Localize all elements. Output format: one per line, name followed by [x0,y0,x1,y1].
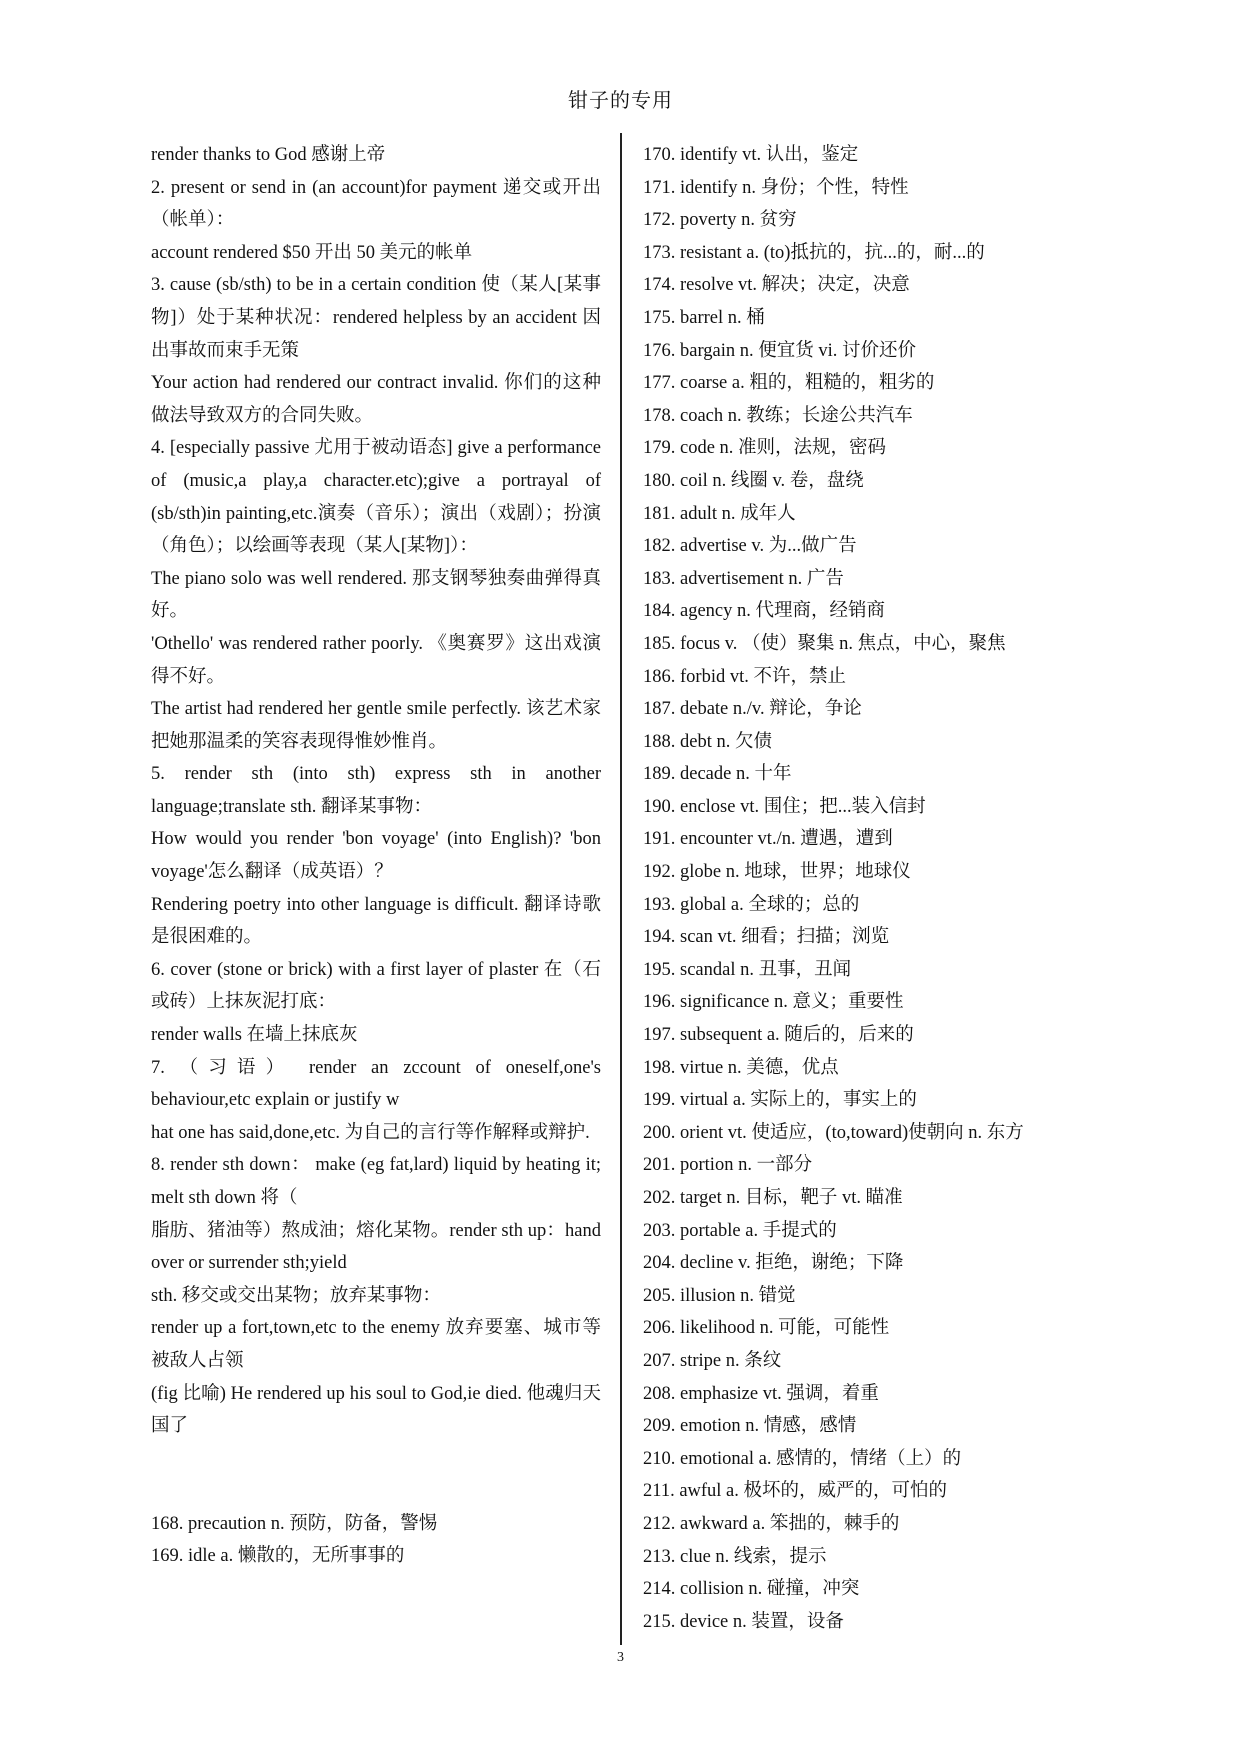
vocab-entry: 196. significance n. 意义；重要性 [643,992,904,1013]
paragraph: render walls 在墙上抹底灰 [151,1025,358,1046]
vocab-entry: 187. debate n./v. 辩论，争论 [643,699,862,720]
paragraph: 5. render sth (into sth) express sth in another language;translate sth. 翻译某事物： [151,764,601,817]
paragraph: Your action had rendered our contract invalid. 你们的这种做法导致双方的合同失败。 [151,373,601,426]
vocab-entry: 186. forbid vt. 不许，禁止 [643,666,846,687]
column-divider [620,133,622,1645]
vocab-entry: 179. code n. 准则，法规，密码 [643,438,887,459]
vocab-entry: 202. target n. 目标，靶子 vt. 瞄准 [643,1188,903,1208]
page-header: 钳子的专用 [568,90,673,112]
vocab-entry: 182. advertise v. 为...做广告 [643,536,857,557]
paragraph: (fig 比喻) He rendered up his soul to God,ie died. 他魂归天国了 [151,1383,601,1437]
paragraph: 'Othello' was rendered rather poorly. 《奥赛罗》这出戏演得不好。 [151,633,601,687]
vocab-entry: 204. decline v. 拒绝，谢绝；下降 [643,1253,904,1274]
vocab-entry: 180. coil n. 线圈 v. 卷，盘绕 [643,470,864,491]
vocab-entry: 183. advertisement n. 广告 [643,568,844,589]
vocab-entry: 171. identify n. 身份；个性，特性 [643,177,909,198]
blank-space [151,1443,601,1508]
paragraph: hat one has said,done,etc. 为自己的言行等作解释或辩护. [151,1122,590,1143]
vocab-entry: 205. illusion n. 错觉 [643,1285,796,1306]
vocab-entry: 188. debt n. 欠债 [643,731,772,752]
vocab-entry: 169. idle a. 懒散的，无所事事的 [151,1546,405,1567]
paragraph: render thanks to God 感谢上帝 [151,145,386,165]
vocab-entry: 199. virtual a. 实际上的，事实上的 [643,1090,917,1111]
page-number: 3 [617,1650,624,1665]
vocab-entry: 207. stripe n. 条纹 [643,1350,782,1371]
vocab-entry: 173. resistant a. (to)抵抗的，抗...的，耐...的 [643,242,985,263]
vocab-entry: 195. scandal n. 丑事，丑闻 [643,959,852,980]
vocab-entry: 198. virtue n. 美德，优点 [643,1057,839,1078]
vocab-entry: 175. barrel n. 桶 [643,307,765,328]
vocab-entry: 181. adult n. 成年人 [643,503,796,524]
left-column [151,139,601,1573]
paragraph: 2. present or send in (an account)for payment 递交或开出（帐单）： [151,177,601,231]
vocab-entry: 193. global a. 全球的；总的 [643,894,860,915]
paragraph: account rendered $50 开出 50 美元的帐单 [151,242,473,263]
right-column [643,139,1123,1638]
paragraph: render up a fort,town,etc to the enemy 放弃要塞、城市等被敌人占领 [151,1318,601,1371]
paragraph: How would you render 'bon voyage' (into English)? 'bon voyage'怎么翻译（成英语）？ [151,829,601,883]
vocab-entry: 185. focus v. （使）聚集 n. 焦点，中心，聚焦 [643,633,1006,654]
vocab-entry: 168. precaution n. 预防，防备，警惕 [151,1513,438,1534]
vocab-entry: 178. coach n. 教练；长途公共汽车 [643,405,913,426]
vocab-entry: 172. poverty n. 贫穷 [643,210,797,231]
vocab-entry: 189. decade n. 十年 [643,764,792,785]
paragraph: 3. cause (sb/sth) to be in a certain condition 使（某人[某事物]）处于某种状况：rendered helpless by an accident 因出事故而束手无策 [151,275,601,361]
vocab-entry: 197. subsequent a. 随后的，后来的 [643,1025,914,1046]
vocab-entry: 211. awful a. 极坏的，威严的，可怕的 [643,1481,948,1502]
vocab-entry: 214. collision n. 碰撞，冲突 [643,1579,860,1600]
vocab-entry: 203. portable a. 手提式的 [643,1220,837,1241]
vocab-entry: 215. device n. 装置，设备 [643,1611,844,1632]
paragraph: 6. cover (stone or brick) with a first layer of plaster 在（石或砖）上抹灰泥打底： [151,959,601,1013]
vocab-entry: 176. bargain n. 便宜货 vi. 讨价还价 [643,340,917,361]
vocab-entry: 208. emphasize vt. 强调，着重 [643,1383,879,1404]
vocab-entry: 212. awkward a. 笨拙的，棘手的 [643,1513,900,1534]
paragraph: 7. （习语） render an zccount of oneself,one's behaviour,etc explain or justify w [151,1057,601,1111]
vocab-entry: 184. agency n. 代理商，经销商 [643,601,886,622]
paragraph: 4. [especially passive 尤用于被动语态] give a performance of (music,a play,a character.etc);give a portrayal of (sb/sth)in painting,etc.演奏（音乐）；演出（戏剧）；扮演（角色）；以绘画等表现（某人[某物]）： [151,438,601,557]
vocab-entry: 209. emotion n. 情感，感情 [643,1416,857,1437]
vocab-entry: 201. portion n. 一部分 [643,1155,813,1176]
vocab-entry: 170. identify vt. 认出，鉴定 [643,145,859,165]
vocab-entry: 174. resolve vt. 解决；决定，决意 [643,275,910,296]
vocab-entry: 213. clue n. 线索，提示 [643,1546,827,1567]
vocab-entry: 210. emotional a. 感情的，情绪（上）的 [643,1448,962,1469]
paragraph: sth. 移交或交出某物；放弃某事物： [151,1285,441,1306]
vocab-entry: 192. globe n. 地球，世界；地球仪 [643,862,911,883]
vocab-entry: 200. orient vt. 使适应，(to,toward)使朝向 n. 东方 [643,1122,1024,1143]
paragraph: 8. render sth down： make (eg fat,lard) liquid by heating it; melt sth down 将（ [151,1155,601,1208]
paragraph: The artist had rendered her gentle smile perfectly. 该艺术家把她那温柔的笑容表现得惟妙惟肖。 [151,699,601,752]
paragraph: The piano solo was well rendered. 那支钢琴独奏曲弹得真好。 [151,568,601,622]
vocab-entry: 194. scan vt. 细看；扫描；浏览 [643,927,890,948]
vocab-entry: 177. coarse a. 粗的，粗糙的，粗劣的 [643,373,935,394]
paragraph: 脂肪、猪油等）熬成油；熔化某物。render sth up：hand over or surrender sth;yield [151,1220,601,1274]
paragraph: Rendering poetry into other language is difficult. 翻译诗歌是很困难的。 [151,894,601,948]
vocab-entry: 191. encounter vt./n. 遭遇，遭到 [643,829,893,850]
vocab-entry: 206. likelihood n. 可能，可能性 [643,1318,890,1339]
vocab-entry: 190. enclose vt. 围住；把...装入信封 [643,796,926,817]
